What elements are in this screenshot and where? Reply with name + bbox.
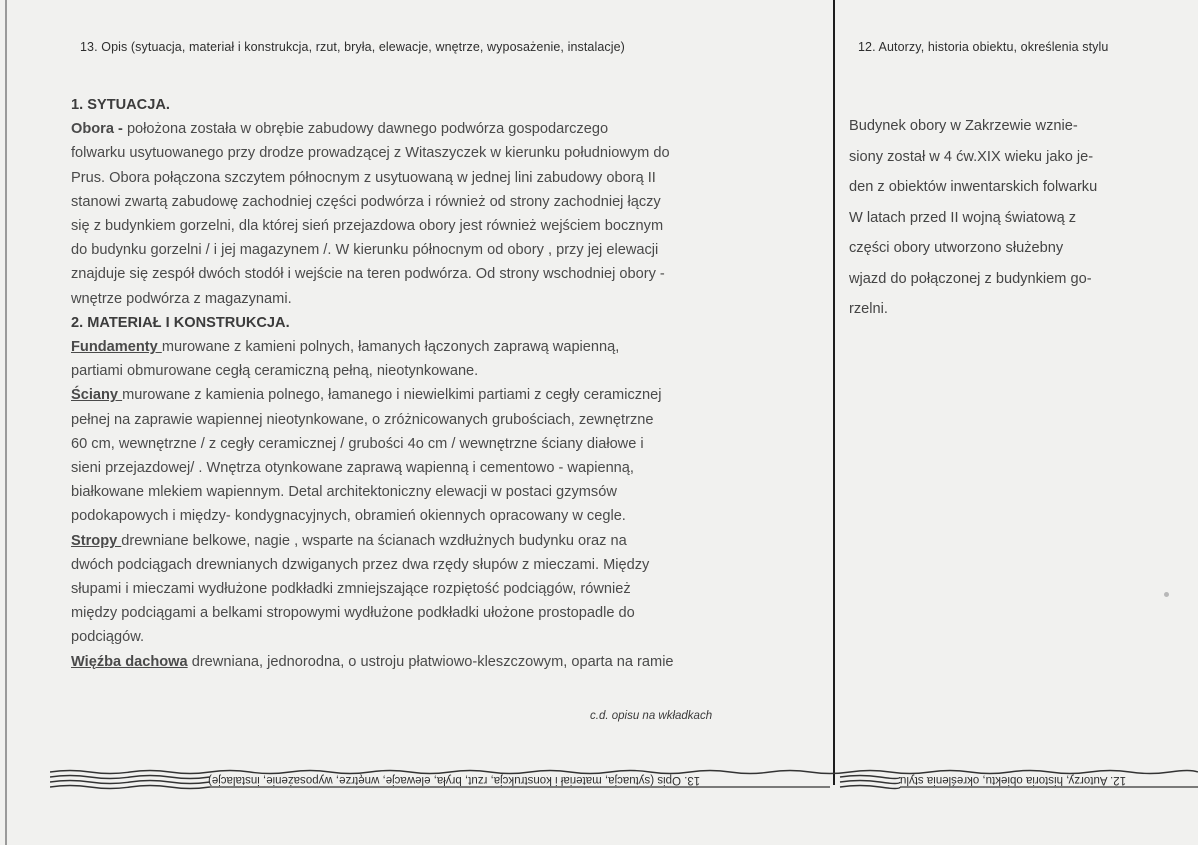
line: wnętrze podwórza z magazynami. xyxy=(71,290,292,307)
line: Fundamenty murowane z kamieni polnych, łamanych łączonych zaprawą wapienną, xyxy=(71,339,620,356)
line: Prus. Obora połączona szczytem północnym z usytuowaną w jednej lini zabudowy oborą II xyxy=(71,169,656,186)
sciany-term: Ściany xyxy=(71,387,123,404)
fundamenty-term: Fundamenty xyxy=(71,339,162,356)
line: Stropy drewniane belkowe, nagie , wsparte na ścianach wzdłużnych budynku oraz na xyxy=(71,532,627,549)
footer-inverted-header-description: 13. Opis (sytuacja, materiał i konstrukcja, rzut, bryła, elewacje, wnętrze, wyposażenie, instalacje) xyxy=(208,774,701,786)
line: 60 cm, wewnętrzne / z cegły ceramicznej / grubości 4o cm / wewnętrzne ściany diałowe i xyxy=(71,435,644,452)
line: Obora - położona została w obrębie zabudowy dawnego podwórza gospodarczego xyxy=(71,121,609,138)
line: dwóch podciągach drewnianych dzwiganych przez dwa rzędy słupów z mieczami. Między xyxy=(71,556,650,573)
line: Ściany murowane z kamienia polnego, łamanego i niewielkimi partiami z cegły ceramicznej xyxy=(71,387,662,404)
line: białkowane mlekiem wapiennym. Detal architektoniczny elewacji w postaci gzymsów xyxy=(71,484,617,501)
line: stanowi zwartą zabudowę zachodniej części podwórza i również od strony zachodniej łączy xyxy=(71,193,661,210)
speck xyxy=(1164,592,1169,597)
section-2-heading: 2. MATERIAŁ I KONSTRUKCJA. xyxy=(71,314,290,331)
line: rzelni. xyxy=(849,301,888,317)
header-description: 13. Opis (sytuacja, materiał i konstrukcja, rzut, bryła, elewacje, wnętrze, wyposażenie, instalacje) xyxy=(80,40,625,54)
column-divider xyxy=(833,0,835,785)
header-history: 12. Autorzy, historia obiektu, określenia stylu xyxy=(858,40,1109,54)
footer-inverted-header-history: 12. Autorzy, historia obiektu, określenia stylu xyxy=(900,774,1127,786)
line: folwarku usytuowanego przy drodze prowadzącej z Witaszyczek w kierunku południowym do xyxy=(71,145,670,162)
section-1-heading: 1. SYTUACJA. xyxy=(71,97,170,113)
page-left-edge xyxy=(5,0,7,845)
line: den z obiektów inwentarskich folwarku xyxy=(849,179,1098,195)
obora-term: Obora - xyxy=(71,121,123,138)
line: się z budynkiem gorzelni, dla której sień przejazdowa obory jest również wejściem bocznym xyxy=(71,218,664,235)
continuation-note: c.d. opisu na wkładkach xyxy=(590,710,713,722)
line: podciągów. xyxy=(71,629,145,646)
line: Budynek obory w Zakrzewie wznie- xyxy=(849,118,1078,134)
line: W latach przed II wojną światową z xyxy=(849,209,1077,226)
line: części obory utworzono służebny xyxy=(849,240,1064,256)
description-column xyxy=(71,93,781,674)
line: partiami obmurowane cegłą ceramiczną pełną, nieotynkowane. xyxy=(71,363,479,380)
line: podokapowych i między- kondygnacyjnych, obramień okiennych opracowany w cegle. xyxy=(71,508,626,525)
line: sieni przejazdowej/ . Wnętrza otynkowane zaprawą wapienną i cementowo - wapienną, xyxy=(71,460,634,477)
history-column xyxy=(849,111,1169,325)
line: znajduje się zespół dwóch stodół i wejście na teren podwórza. Od strony wschodniej obory - xyxy=(71,266,665,283)
line: do budynku gorzelni / i jej magazynem /. W kierunku północnym od obory , przy jej elewacji xyxy=(71,242,659,259)
line: wjazd do połączonej z budynkiem go- xyxy=(849,270,1092,287)
line: siony został w 4 ćw.XIX wieku jako je- xyxy=(849,148,1094,165)
line: między podciągami a belkami stropowymi wydłużone podkładki ułożone prostopadle do xyxy=(71,605,635,622)
line: słupami i mieczami wydłużone podkładki zmniejszające rozpiętość podciągów, również xyxy=(71,581,631,598)
line: Więźba dachowa drewniana, jednorodna, o ustroju płatwiowo-kleszczowym, oparta na ramie xyxy=(71,653,674,670)
wiezba-term: Więźba dachowa xyxy=(71,653,188,670)
line: pełnej na zaprawie wapiennej nieotynkowane, o zróżnicowanych grubościach, zewnętrzne xyxy=(71,411,654,428)
stropy-term: Stropy xyxy=(71,532,122,549)
